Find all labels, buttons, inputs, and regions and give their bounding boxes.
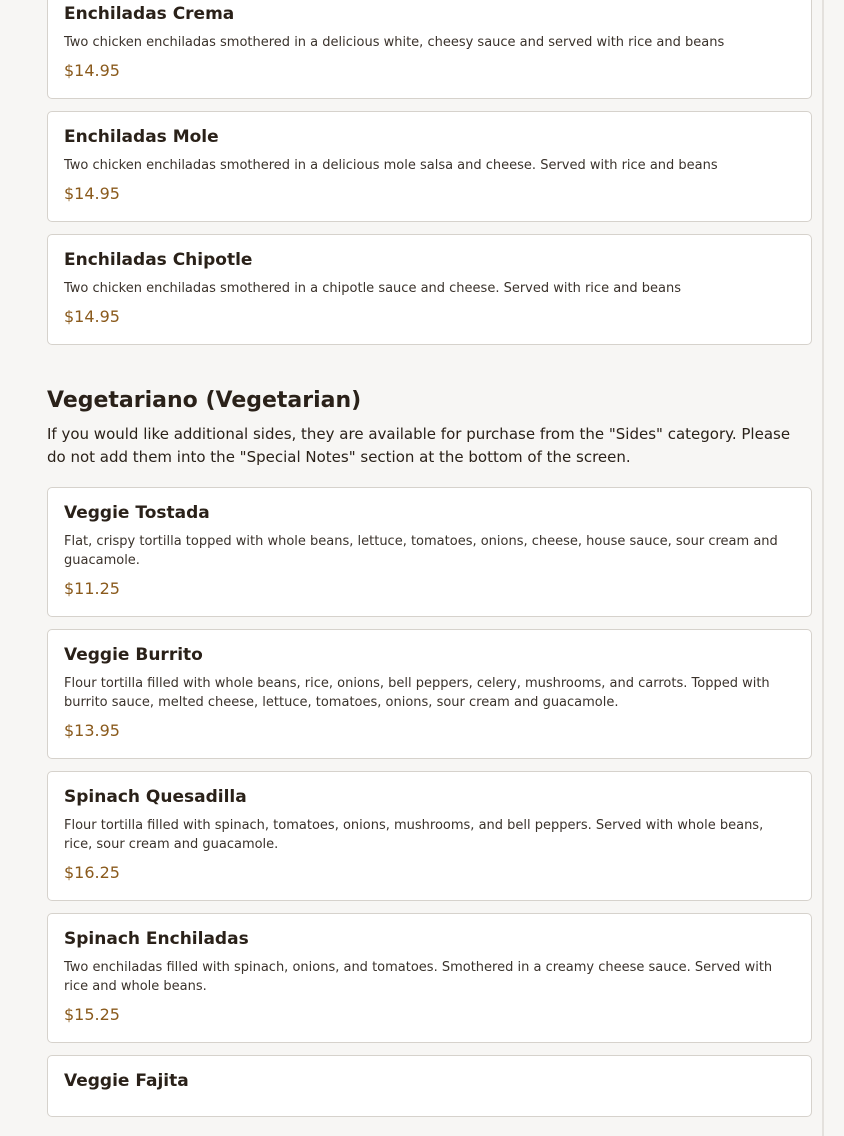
menu-item-title: Enchiladas Chipotle <box>64 250 253 270</box>
menu-item-card-enchiladas-mole[interactable] <box>47 111 812 222</box>
menu-item-description: Flour tortilla filled with spinach, tomatoes, onions, mushrooms, and bell peppers. Served with whole beans, rice, sour cream and guacamole. <box>64 818 764 852</box>
menu-item-title: Spinach Quesadilla <box>64 787 247 807</box>
vegetarian-section-header <box>47 387 812 469</box>
menu-item-title: Veggie Burrito <box>64 645 203 665</box>
menu-item-title: Enchiladas Mole <box>64 127 219 147</box>
menu-item-price: $14.95 <box>64 61 120 80</box>
menu-item-card-spinach-enchiladas[interactable] <box>47 913 812 1043</box>
menu-item-card-spinach-quesadilla[interactable] <box>47 771 812 901</box>
menu-item-description: Flat, crispy tortilla topped with whole beans, lettuce, tomatoes, onions, cheese, house sauce, sour cream and guacamole. <box>64 534 778 568</box>
menu-content <box>47 0 812 1129</box>
menu-item-description: Flour tortilla filled with whole beans, rice, onions, bell peppers, celery, mushrooms, and carrots. Topped with burrito sauce, melted cheese, lettuce, tomatoes, onions, sour cream and guacamole. <box>64 676 770 710</box>
menu-item-price: $16.25 <box>64 863 120 882</box>
scroll-edge-divider <box>822 0 824 1136</box>
menu-item-description: Two chicken enchiladas smothered in a delicious mole salsa and cheese. Served with rice and beans <box>64 158 718 173</box>
menu-item-title: Enchiladas Crema <box>64 4 235 24</box>
menu-item-description: Two chicken enchiladas smothered in a chipotle sauce and cheese. Served with rice and beans <box>64 281 682 296</box>
menu-item-card-veggie-burrito[interactable] <box>47 629 812 759</box>
menu-item-title: Spinach Enchiladas <box>64 929 249 949</box>
menu-item-card-enchiladas-crema[interactable] <box>47 0 812 99</box>
menu-item-description: Two chicken enchiladas smothered in a delicious white, cheesy sauce and served with rice and beans <box>64 35 725 50</box>
menu-item-card-enchiladas-chipotle[interactable] <box>47 234 812 345</box>
section-title: Vegetariano (Vegetarian) <box>47 388 362 413</box>
menu-item-card-veggie-fajita[interactable] <box>47 1055 812 1117</box>
menu-item-card-veggie-tostada[interactable] <box>47 487 812 617</box>
menu-item-description: Two enchiladas filled with spinach, onions, and tomatoes. Smothered in a creamy cheese sauce. Served with rice and whole beans. <box>64 960 773 994</box>
menu-item-title: Veggie Fajita <box>64 1071 189 1091</box>
menu-item-price: $14.95 <box>64 184 120 203</box>
menu-item-price: $15.25 <box>64 1005 120 1024</box>
menu-item-price: $13.95 <box>64 721 120 740</box>
menu-item-price: $14.95 <box>64 307 120 326</box>
section-note: If you would like additional sides, they are available for purchase from the "Sides" category. Please do not add them into the "Special Notes" section at the bottom of the screen. <box>47 425 791 466</box>
menu-item-title: Veggie Tostada <box>64 503 210 523</box>
menu-item-price: $11.25 <box>64 579 120 598</box>
